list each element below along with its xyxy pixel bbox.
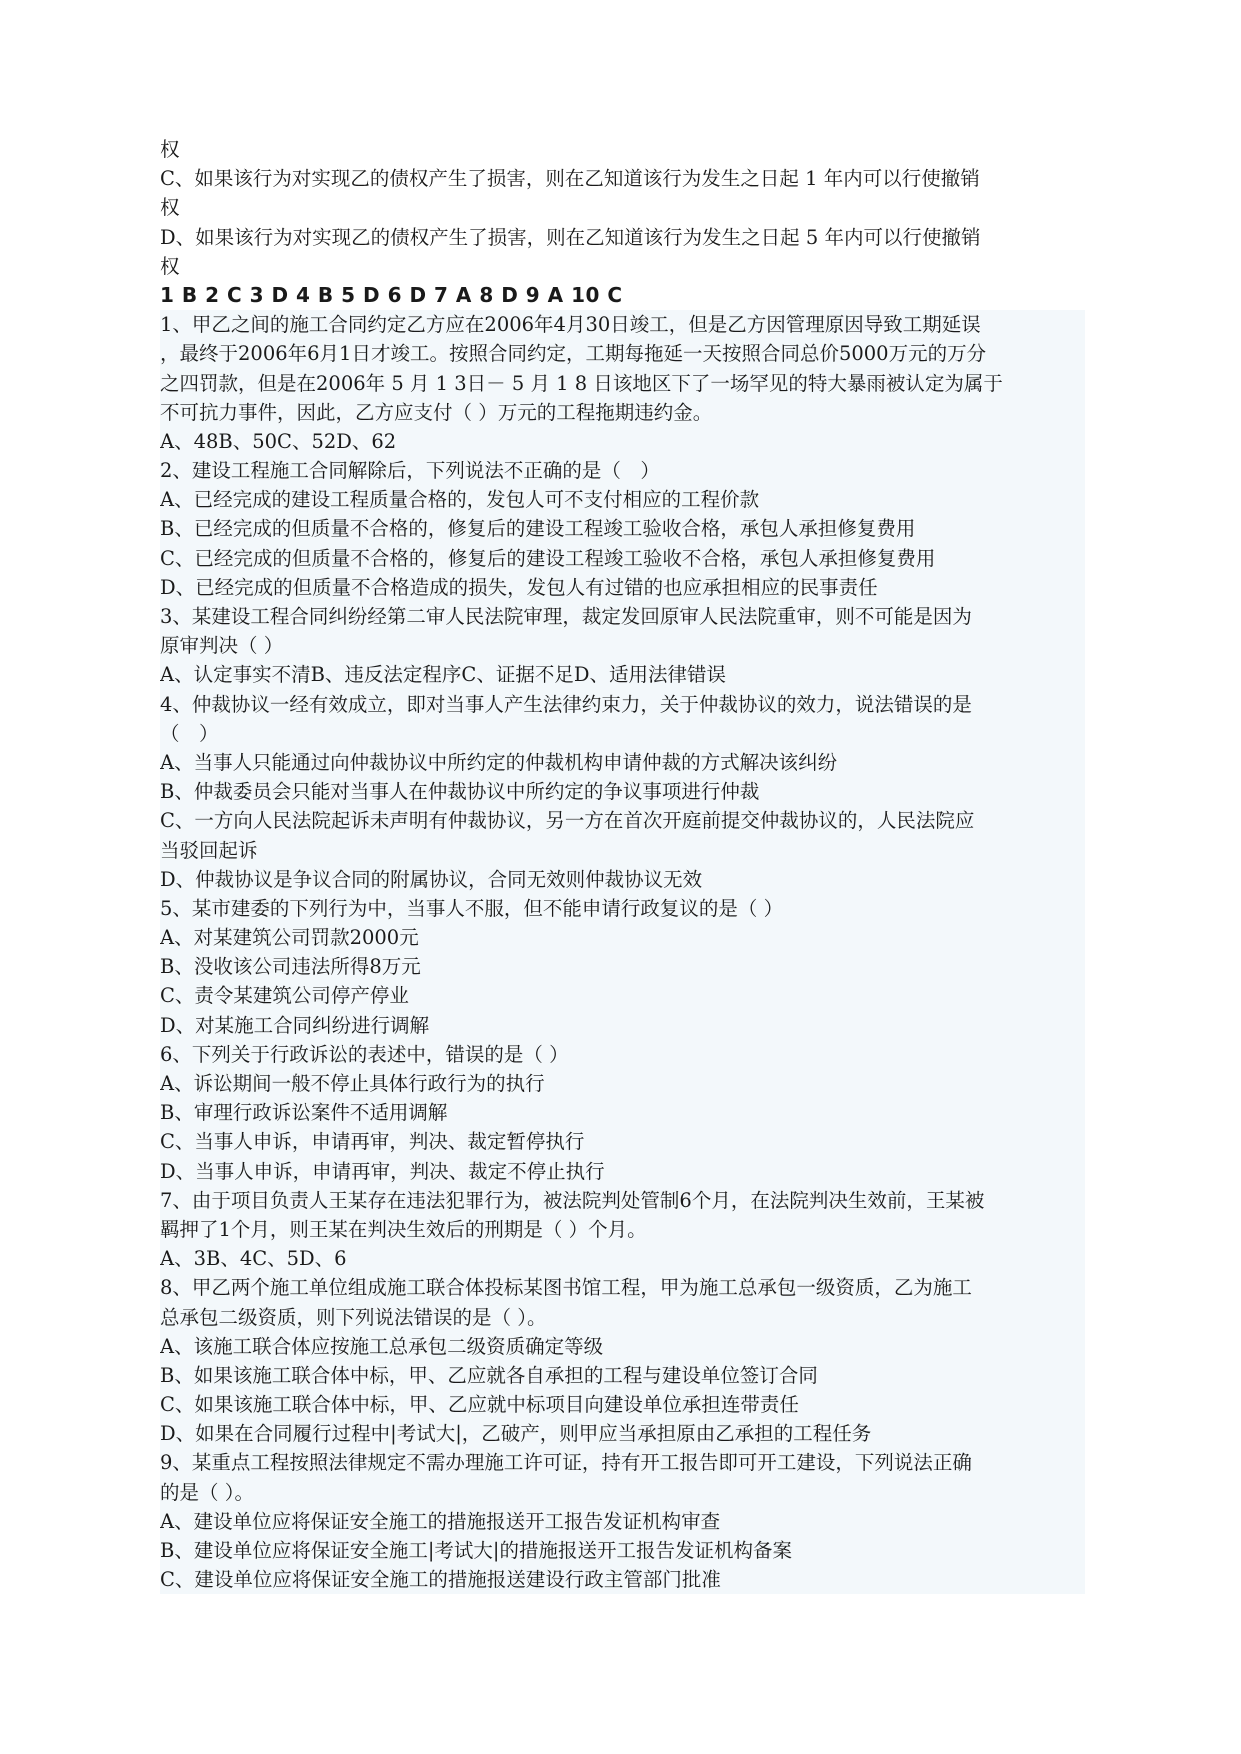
question-4-line: 4、仲裁协议一经有效成立，即对当事人产生法律约束力，关于仲裁协议的效力，说法错误的是 bbox=[160, 690, 1085, 719]
option-line: A、对某建筑公司罚款2000元 bbox=[160, 923, 1085, 952]
option-line: C、一方向人民法院起诉未声明有仲裁协议，另一方在首次开庭前提交仲裁协议的，人民法院应 bbox=[160, 806, 1085, 835]
option-line: A、当事人只能通过向仲裁协议中所约定的仲裁机构申请仲裁的方式解决该纠纷 bbox=[160, 748, 1085, 777]
question-7-line: 羁押了1个月，则王某在判决生效后的刑期是（ ）个月。 bbox=[160, 1215, 1085, 1244]
option-line: B、审理行政诉讼案件不适用调解 bbox=[160, 1098, 1085, 1127]
question-1-options: A、48B、50C、52D、62 bbox=[160, 427, 1085, 456]
option-line: C、建设单位应将保证安全施工的措施报送建设行政主管部门批准 bbox=[160, 1565, 1085, 1594]
option-line: A、建设单位应将保证安全施工的措施报送开工报告发证机构审查 bbox=[160, 1507, 1085, 1536]
question-3-line: 原审判决（ ） bbox=[160, 631, 1085, 660]
option-line: C、如果该施工联合体中标，甲、乙应就中标项目向建设单位承担连带责任 bbox=[160, 1390, 1085, 1419]
option-line: D、如果在合同履行过程中|考试大|，乙破产，则甲应当承担原由乙承担的工程任务 bbox=[160, 1419, 1085, 1448]
option-line: A、该施工联合体应按施工总承包二级资质确定等级 bbox=[160, 1332, 1085, 1361]
option-c-line: C、如果该行为对实现乙的债权产生了损害，则在乙知道该行为发生之日起 1 年内可以行使撤销 bbox=[160, 167, 980, 191]
question-7-options: A、3B、4C、5D、6 bbox=[160, 1244, 1085, 1273]
question-1-line: ，最终于2006年6月1日才竣工。按照合同约定，工期每拖延一天按照合同总价5000万元的万分 bbox=[160, 339, 1085, 368]
question-1-line: 之四罚款，但是在2006年 5 月 1 3日－ 5 月 1 8 日该地区下了一场罕见的特大暴雨被认定为属于 bbox=[160, 369, 1085, 398]
question-2-line: 2、建设工程施工合同解除后，下列说法不正确的是（ ） bbox=[160, 456, 1085, 485]
answer-key-line: 1 B 2 C 3 D 4 B 5 D 6 D 7 A 8 D 9 A 10 C bbox=[160, 281, 1085, 310]
option-line: 当驳回起诉 bbox=[160, 836, 1085, 865]
question-9-line: 的是（ ）。 bbox=[160, 1478, 1085, 1507]
question-3-options: A、认定事实不清B、违反法定程序C、证据不足D、适用法律错误 bbox=[160, 660, 1085, 689]
question-7-line: 7、由于项目负责人王某存在违法犯罪行为，被法院判处管制6个月，在法院判决生效前，王某被 bbox=[160, 1186, 1085, 1215]
question-5-line: 5、某市建委的下列行为中，当事人不服，但不能申请行政复议的是（ ） bbox=[160, 894, 1085, 923]
option-line: B、已经完成的但质量不合格的，修复后的建设工程竣工验收合格，承包人承担修复费用 bbox=[160, 514, 1085, 543]
question-8-line: 8、甲乙两个施工单位组成施工联合体投标某图书馆工程，甲为施工总承包一级资质，乙为施工 bbox=[160, 1273, 1085, 1302]
question-8-line: 总承包二级资质，则下列说法错误的是（ ）。 bbox=[160, 1303, 1085, 1332]
question-1-line: 不可抗力事件，因此，乙方应支付（ ）万元的工程拖期违约金。 bbox=[160, 398, 1085, 427]
question-6-line: 6、下列关于行政诉讼的表述中，错误的是（ ） bbox=[160, 1040, 1085, 1069]
question-9-line: 9、某重点工程按照法律规定不需办理施工许可证，持有开工报告即可开工建设，下列说法正确 bbox=[160, 1448, 1085, 1477]
option-line: C、当事人申诉，申请再审，判决、裁定暂停执行 bbox=[160, 1127, 1085, 1156]
option-line: A、已经完成的建设工程质量合格的，发包人可不支付相应的工程价款 bbox=[160, 485, 1085, 514]
question-4-line: （ ） bbox=[160, 719, 1085, 748]
option-line: B、没收该公司违法所得8万元 bbox=[160, 952, 1085, 981]
option-line: D、对某施工合同纠纷进行调解 bbox=[160, 1011, 1085, 1040]
question-3-line: 3、某建设工程合同纠纷经第二审人民法院审理，裁定发回原审人民法院重审，则不可能是因为 bbox=[160, 602, 1085, 631]
option-line: B、如果该施工联合体中标，甲、乙应就各自承担的工程与建设单位签订合同 bbox=[160, 1361, 1085, 1390]
option-line: B、建设单位应将保证安全施工|考试大|的措施报送开工报告发证机构备案 bbox=[160, 1536, 1085, 1565]
document-body bbox=[160, 135, 1085, 1594]
option-line: D、已经完成的但质量不合格造成的损失，发包人有过错的也应承担相应的民事责任 bbox=[160, 573, 1085, 602]
question-1-line: 1、甲乙之间的施工合同约定乙方应在2006年4月30日竣工，但是乙方因管理原因导致工期延误 bbox=[160, 310, 1085, 339]
text-line: 权 bbox=[160, 138, 180, 161]
option-line: B、仲裁委员会只能对当事人在仲裁协议中所约定的争议事项进行仲裁 bbox=[160, 777, 1085, 806]
option-line: A、诉讼期间一般不停止具体行政行为的执行 bbox=[160, 1069, 1085, 1098]
text-line: 权 bbox=[160, 254, 180, 278]
option-line: D、仲裁协议是争议合同的附属协议，合同无效则仲裁协议无效 bbox=[160, 865, 1085, 894]
text-line: 权 bbox=[160, 196, 180, 220]
option-line: C、责令某建筑公司停产停业 bbox=[160, 981, 1085, 1010]
option-line: C、已经完成的但质量不合格的，修复后的建设工程竣工验收不合格，承包人承担修复费用 bbox=[160, 544, 1085, 573]
option-line: D、当事人申诉，申请再审，判决、裁定不停止执行 bbox=[160, 1157, 1085, 1186]
option-d-line: D、如果该行为对实现乙的债权产生了损害，则在乙知道该行为发生之日起 5 年内可以行使撤销 bbox=[160, 225, 981, 249]
